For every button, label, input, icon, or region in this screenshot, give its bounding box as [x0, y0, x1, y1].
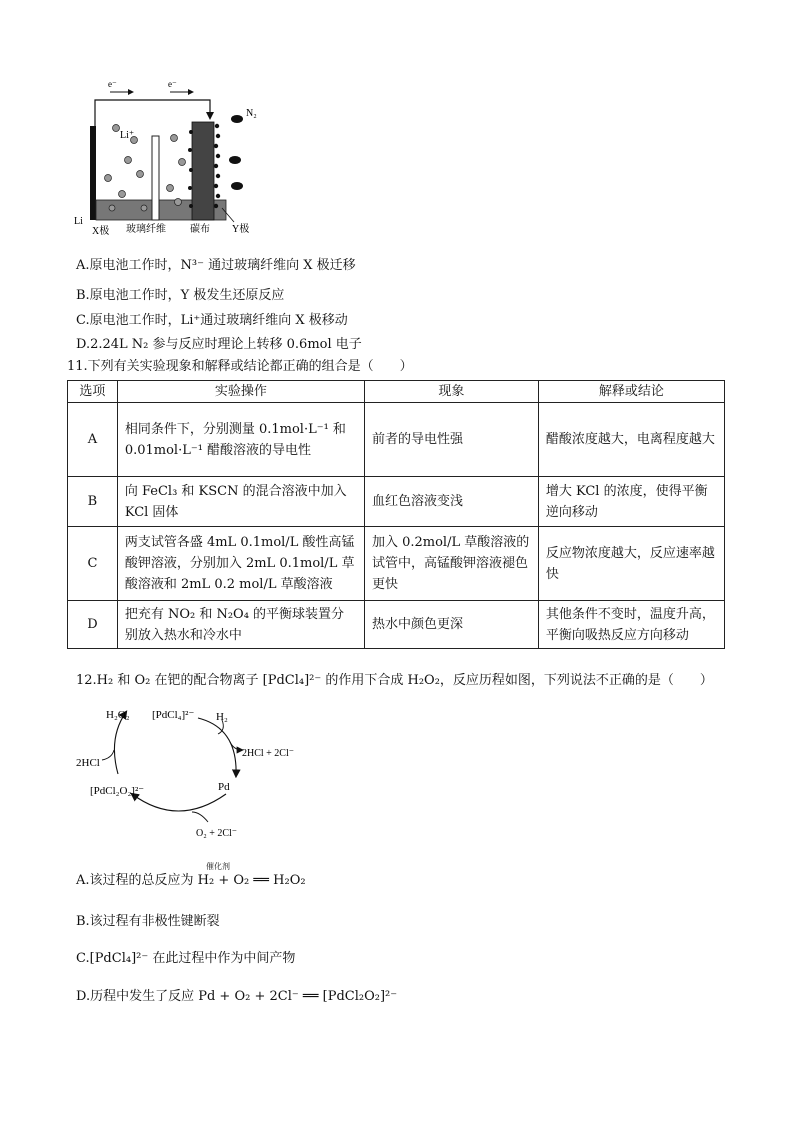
n2-label: N₂: [246, 108, 257, 119]
h2o2-label: H₂O₂: [106, 709, 130, 721]
out-2hcl-2cl-label: 2HCl + 2Cl⁻: [242, 748, 295, 759]
in-2hcl-label: 2HCl: [76, 757, 100, 769]
row-conclusion: 醋酸浓度越大，电离程度越大: [538, 403, 724, 477]
y-electrode-label: Y极: [232, 224, 250, 235]
table-row: [68, 527, 725, 601]
q12-option-d: D.历程中发生了反应 Pd + O₂ + 2Cl⁻ ══ [PdCl₂O₂]²⁻: [76, 989, 398, 1004]
q11-table: [67, 380, 725, 649]
row-operation: 向 FeCl₃ 和 KSCN 的混合溶液中加入 KCl 固体: [117, 477, 364, 527]
reaction-cycle-diagram: [68, 698, 308, 843]
pdcl2o2-label: [PdCl₂O₂]²⁻: [90, 785, 145, 797]
table-row: [68, 403, 725, 477]
q12-option-c: C.[PdCl₄]²⁻ 在此过程中作为中间产物: [76, 951, 296, 966]
row-option: A: [68, 403, 118, 477]
q10-option-c: C.原电池工作时，Li⁺通过玻璃纤维向 X 极移动: [76, 313, 348, 328]
row-phenomenon: 热水中颜色更深: [364, 601, 538, 649]
row-conclusion: 反应物浓度越大，反应速率越快: [538, 527, 724, 601]
header-conclusion: 解释或结论: [538, 381, 724, 403]
header-operation: 实验操作: [117, 381, 364, 403]
header-phenomenon: 现象: [364, 381, 538, 403]
row-operation: 相同条件下，分别测量 0.1mol·L⁻¹ 和 0.01mol·L⁻¹ 醋酸溶液的导电性: [117, 403, 364, 477]
q11-stem: 11.下列有关实验现象和解释或结论都正确的组合是（ ）: [67, 359, 413, 374]
glass-fiber: [152, 136, 159, 220]
row-phenomenon: 血红色溶液变浅: [364, 477, 538, 527]
lithium-electrode: [90, 126, 96, 220]
header-option: 选项: [68, 381, 118, 403]
table-row: [68, 477, 725, 527]
h2-label: H₂: [216, 711, 228, 723]
row-phenomenon: 前者的导电性强: [364, 403, 538, 477]
row-operation: 两支试管各盛 4mL 0.1mol/L 酸性高锰酸钾溶液，分别加入 2mL 0.1mol/L 草酸溶液和 2mL 0.2 mol/L 草酸溶液: [117, 527, 364, 601]
table-header-row: [68, 381, 725, 403]
electron-label: e⁻: [168, 79, 177, 89]
q12-option-a: A.该过程的总反应为 H₂ + O₂ ══ H₂O₂: [76, 873, 306, 888]
li-label: Li: [74, 216, 83, 227]
electron-label: e⁻: [108, 79, 117, 89]
q10-option-d: D.2.24L N₂ 参与反应时理论上转移 0.6mol 电子: [76, 337, 362, 352]
q12-stem: 12.H₂ 和 O₂ 在钯的配合物离子 [PdCl₄]²⁻ 的作用下合成 H₂O₂，反应历程如图，下列说法不正确的是（ ）: [76, 673, 713, 688]
row-conclusion: 其他条件不变时，温度升高，平衡向吸热反应方向移动: [538, 601, 724, 649]
row-option: B: [68, 477, 118, 527]
catalyst-label: 催化剂: [206, 862, 230, 871]
table-row: [68, 601, 725, 649]
q10-option-a: A.原电池工作时，N³⁻ 通过玻璃纤维向 X 极迁移: [76, 258, 356, 273]
row-option: C: [68, 527, 118, 601]
q10-option-b: B.原电池工作时，Y 极发生还原反应: [76, 288, 285, 303]
li-ion-label: Li⁺: [120, 130, 135, 141]
carbon-cloth-label: 碳布: [190, 224, 210, 235]
row-operation: 把充有 NO₂ 和 N₂O₄ 的平衡球装置分别放入热水和冷水中: [117, 601, 364, 649]
carbon-cloth: [192, 122, 214, 220]
row-conclusion: 增大 KCl 的浓度，使得平衡逆向移动: [538, 477, 724, 527]
glass-fiber-label: 玻璃纤维: [126, 224, 166, 235]
row-phenomenon: 加入 0.2mol/L 草酸溶液的试管中，高锰酸钾溶液褪色更快: [364, 527, 538, 601]
x-electrode-label: X极: [92, 226, 110, 236]
pd-label: Pd: [218, 781, 230, 793]
o2-2cl-label: O₂ + 2Cl⁻: [196, 828, 238, 839]
q12-option-b: B.该过程有非极性键断裂: [76, 914, 220, 929]
row-option: D: [68, 601, 118, 649]
pdcl4-label: [PdCl₄]²⁻: [152, 709, 195, 721]
battery-diagram: [70, 76, 270, 236]
